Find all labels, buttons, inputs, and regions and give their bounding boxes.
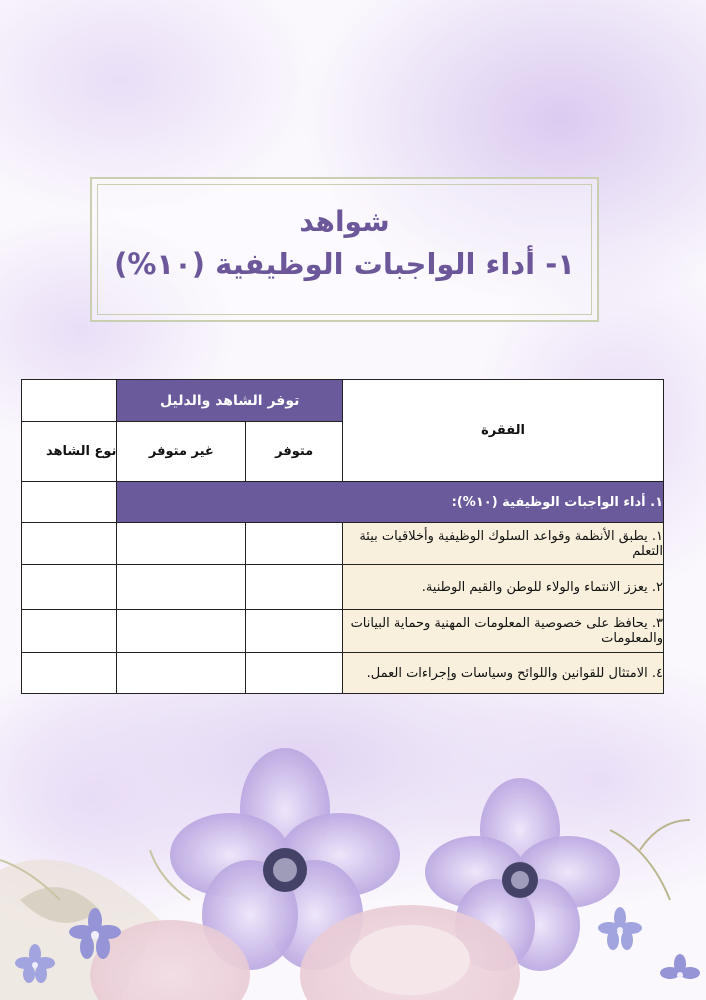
not-available-cell[interactable]: [117, 565, 246, 610]
not-available-cell[interactable]: [117, 610, 246, 653]
header-evidence-availability: توفر الشاهد والدليل: [117, 380, 343, 422]
title-frame: [90, 177, 599, 322]
not-available-cell[interactable]: [117, 523, 246, 565]
page-subtitle: ١- أداء الواجبات الوظيفية (١٠%): [114, 247, 575, 281]
available-cell[interactable]: [246, 653, 343, 694]
available-cell[interactable]: [246, 523, 343, 565]
header-item: الفقرة: [343, 380, 664, 482]
table-row-item: ١. يطبق الأنظمة وقواعد السلوك الوظيفية وأخلاقيات بيئة التعلم: [343, 523, 664, 565]
section-empty-cell: [22, 482, 117, 523]
not-available-cell[interactable]: [117, 653, 246, 694]
title-frame-inner: [97, 184, 592, 315]
table-row-item: ٤. الامتثال للقوانين واللوائح وسياسات وإجراءات العمل.: [343, 653, 664, 694]
section-title-row: ١. أداء الواجبات الوظيفية (١٠%):: [117, 482, 664, 523]
available-cell[interactable]: [246, 610, 343, 653]
header-evidence-type: نوع الشاهد: [22, 422, 117, 482]
evidence-type-cell[interactable]: [22, 565, 117, 610]
page-title: شواهد: [299, 205, 390, 238]
evidence-type-cell[interactable]: [22, 523, 117, 565]
table-row-item: ٣. يحافظ على خصوصية المعلومات المهنية وحماية البيانات والمعلومات: [343, 610, 664, 653]
evidence-table: [21, 379, 664, 694]
evidence-type-cell[interactable]: [22, 610, 117, 653]
header-empty-cell: [22, 380, 117, 422]
header-available: متوفر: [246, 422, 343, 482]
table-row-item: ٢. يعزز الانتماء والولاء للوطن والقيم الوطنية.: [343, 565, 664, 610]
available-cell[interactable]: [246, 565, 343, 610]
header-not-available: غير متوفر: [117, 422, 246, 482]
evidence-type-cell[interactable]: [22, 653, 117, 694]
